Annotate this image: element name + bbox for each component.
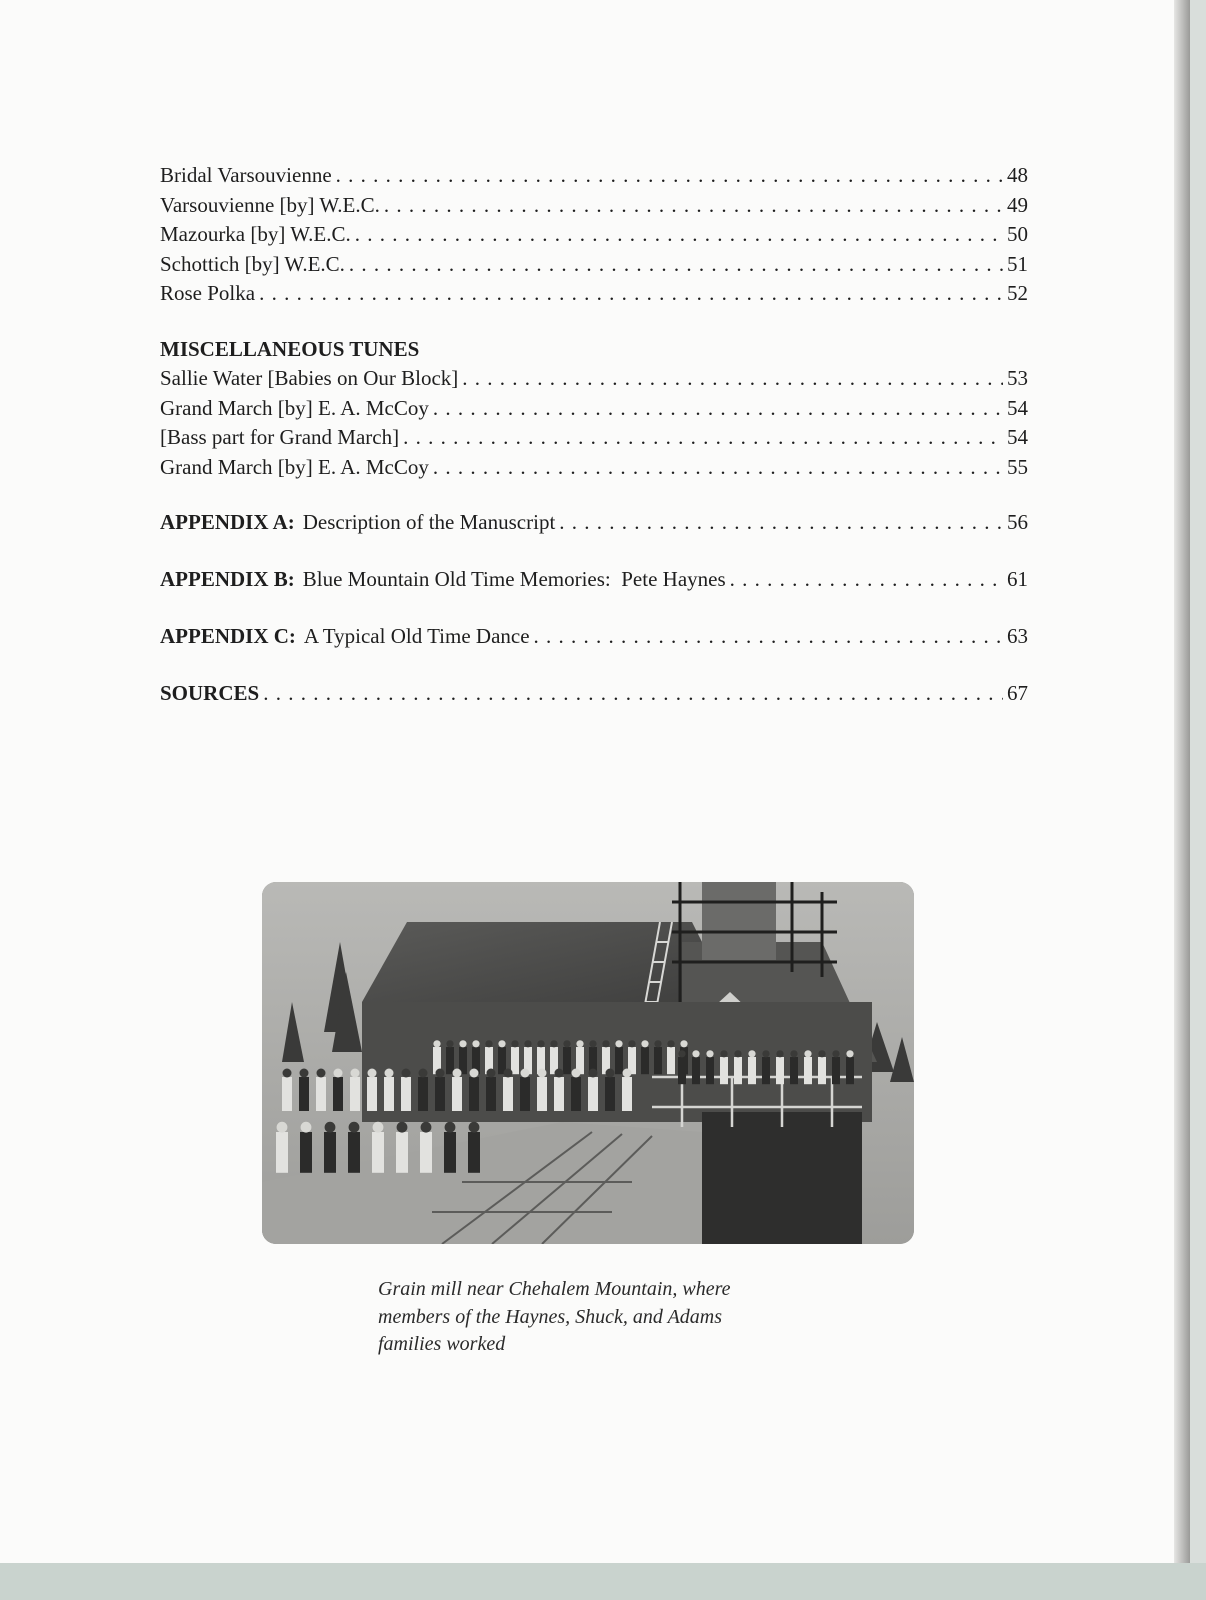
person-head (419, 1069, 428, 1078)
section-heading: MISCELLANEOUS TUNES (160, 337, 420, 361)
appendix-label: APPENDIX C: (160, 624, 296, 648)
photo-caption: Grain mill near Chehalem Mountain, where members of the Haynes, Shuck, and Adams families worked (378, 1278, 731, 1355)
toc-entry[interactable]: APPENDIX B: Blue Mountain Old Time Memories: Pete Haynes . . . 61 (160, 565, 1028, 595)
person-head (641, 1040, 648, 1047)
person-head (511, 1040, 518, 1047)
person-figure (537, 1077, 547, 1111)
person-head (334, 1069, 343, 1078)
toc-dance-list (160, 161, 1028, 309)
person-figure (316, 1077, 326, 1111)
person-head (706, 1050, 713, 1057)
toc-entry[interactable]: APPENDIX A: Description of the Manuscript . . . 56 (160, 508, 1028, 538)
person-head (283, 1069, 292, 1078)
person-head (373, 1122, 384, 1133)
person-head (818, 1050, 825, 1057)
person-head (487, 1069, 496, 1078)
toc-entry[interactable]: [Bass part for Grand March] . . . 54 (160, 423, 1028, 453)
person-figure (563, 1047, 571, 1074)
toc-appendix-a (160, 508, 1028, 538)
person-head (325, 1122, 336, 1133)
person-head (602, 1040, 609, 1047)
person-head (445, 1122, 456, 1133)
dot-leader (559, 508, 1003, 538)
appendix-label: APPENDIX A: (160, 510, 295, 534)
person-figure (435, 1077, 445, 1111)
person-head (472, 1040, 479, 1047)
person-head (485, 1040, 492, 1047)
person-figure (846, 1057, 854, 1084)
person-head (351, 1069, 360, 1078)
person-figure (282, 1077, 292, 1111)
dot-leader (462, 364, 1003, 394)
person-head (776, 1050, 783, 1057)
dot-leader (355, 220, 1003, 250)
person-head (317, 1069, 326, 1078)
person-head (628, 1040, 635, 1047)
person-head (678, 1050, 685, 1057)
person-figure (692, 1057, 700, 1084)
person-head (667, 1040, 674, 1047)
person-head (790, 1050, 797, 1057)
dot-leader (263, 679, 1003, 709)
person-figure (299, 1077, 309, 1111)
appendix-label: APPENDIX B: (160, 567, 295, 591)
page-edge-shadow (1174, 0, 1190, 1563)
person-head (589, 1040, 596, 1047)
person-figure (444, 1132, 456, 1173)
person-figure (790, 1057, 798, 1084)
person-head (606, 1069, 615, 1078)
person-figure (446, 1047, 454, 1074)
mill-tower (702, 882, 776, 960)
person-head (301, 1122, 312, 1133)
sources-label: SOURCES (160, 681, 260, 705)
toc-entry[interactable]: Grand March [by] E. A. McCoy . . . 55 (160, 453, 1028, 483)
person-head (537, 1040, 544, 1047)
person-head (300, 1069, 309, 1078)
toc-entry[interactable]: Bridal Varsouvienne . . . 48 (160, 161, 1028, 191)
person-figure (588, 1077, 598, 1111)
person-figure (511, 1047, 519, 1074)
scanner-bed-strip (0, 1563, 1206, 1600)
person-head (692, 1050, 699, 1057)
toc-entry[interactable]: Mazourka [by] W.E.C. . . . 50 (160, 220, 1028, 250)
person-figure (667, 1047, 675, 1074)
toc-sources (160, 679, 1028, 709)
person-figure (734, 1057, 742, 1084)
person-figure (469, 1077, 479, 1111)
toc-entry[interactable]: Rose Polka . . . 52 (160, 279, 1028, 309)
person-figure (418, 1077, 428, 1111)
person-figure (333, 1077, 343, 1111)
toc-misc-section (160, 335, 1028, 482)
person-figure (396, 1132, 408, 1173)
person-head (623, 1069, 632, 1078)
person-head (459, 1040, 466, 1047)
person-head (680, 1040, 687, 1047)
person-head (846, 1050, 853, 1057)
person-head (470, 1069, 479, 1078)
person-figure (300, 1132, 312, 1173)
person-figure (818, 1057, 826, 1084)
toc-entry[interactable]: APPENDIX C: A Typical Old Time Dance . . . 63 (160, 622, 1028, 652)
person-figure (276, 1132, 288, 1173)
person-head (563, 1040, 570, 1047)
person-head (498, 1040, 505, 1047)
person-figure (348, 1132, 360, 1173)
toc-appendix-c (160, 622, 1028, 652)
person-figure (706, 1057, 714, 1084)
dot-leader (433, 394, 1003, 424)
grain-mill-illustration (262, 882, 914, 1244)
person-head (762, 1050, 769, 1057)
person-head (436, 1069, 445, 1078)
person-head (804, 1050, 811, 1057)
person-figure (615, 1047, 623, 1074)
person-figure (748, 1057, 756, 1084)
person-figure (324, 1132, 336, 1173)
person-head (504, 1069, 513, 1078)
person-head (615, 1040, 622, 1047)
person-figure (605, 1077, 615, 1111)
dot-leader (534, 622, 1003, 652)
toc-entry[interactable]: SOURCES . . . 67 (160, 679, 1028, 709)
person-figure (654, 1047, 662, 1074)
person-head (550, 1040, 557, 1047)
person-figure (384, 1077, 394, 1111)
person-head (654, 1040, 661, 1047)
person-head (748, 1050, 755, 1057)
person-head (521, 1069, 530, 1078)
person-figure (776, 1057, 784, 1084)
toc-entry[interactable]: Varsouvienne [by] W.E.C. . . . 49 (160, 191, 1028, 221)
person-figure (367, 1077, 377, 1111)
person-head (277, 1122, 288, 1133)
person-figure (554, 1077, 564, 1111)
person-head (734, 1050, 741, 1057)
grain-mill-photo (262, 882, 914, 1244)
person-head (469, 1122, 480, 1133)
toc-entry[interactable]: Sallie Water [Babies on Our Block] . . . 53 (160, 364, 1028, 394)
person-head (538, 1069, 547, 1078)
person-figure (678, 1057, 686, 1084)
person-figure (641, 1047, 649, 1074)
person-figure (520, 1077, 530, 1111)
person-head (555, 1069, 564, 1078)
person-figure (571, 1077, 581, 1111)
person-figure (622, 1077, 632, 1111)
person-figure (401, 1077, 411, 1111)
dot-leader (433, 453, 1003, 483)
dot-leader (403, 423, 1003, 453)
person-head (572, 1069, 581, 1078)
person-head (397, 1122, 408, 1133)
person-figure (762, 1057, 770, 1084)
person-figure (452, 1077, 462, 1111)
person-figure (372, 1132, 384, 1173)
person-head (368, 1069, 377, 1078)
person-figure (420, 1132, 432, 1173)
dot-leader (730, 565, 1003, 595)
dot-leader (349, 250, 1003, 280)
person-head (589, 1069, 598, 1078)
person-figure (720, 1057, 728, 1084)
person-head (446, 1040, 453, 1047)
person-head (385, 1069, 394, 1078)
person-head (832, 1050, 839, 1057)
person-head (402, 1069, 411, 1078)
toc-entry[interactable]: Schottich [by] W.E.C. . . . 51 (160, 250, 1028, 280)
person-figure (503, 1077, 513, 1111)
dot-leader (259, 279, 1003, 309)
dot-leader (384, 191, 1003, 221)
toc-entry[interactable]: Grand March [by] E. A. McCoy . . . 54 (160, 394, 1028, 424)
person-head (576, 1040, 583, 1047)
person-figure (804, 1057, 812, 1084)
person-figure (832, 1057, 840, 1084)
person-figure (468, 1132, 480, 1173)
person-head (421, 1122, 432, 1133)
dot-leader (336, 161, 1003, 191)
person-head (720, 1050, 727, 1057)
person-head (433, 1040, 440, 1047)
person-head (349, 1122, 360, 1133)
person-figure (486, 1077, 496, 1111)
person-head (524, 1040, 531, 1047)
toc-appendix-b (160, 565, 1028, 595)
person-figure (350, 1077, 360, 1111)
mill-base (702, 1112, 862, 1244)
person-head (453, 1069, 462, 1078)
